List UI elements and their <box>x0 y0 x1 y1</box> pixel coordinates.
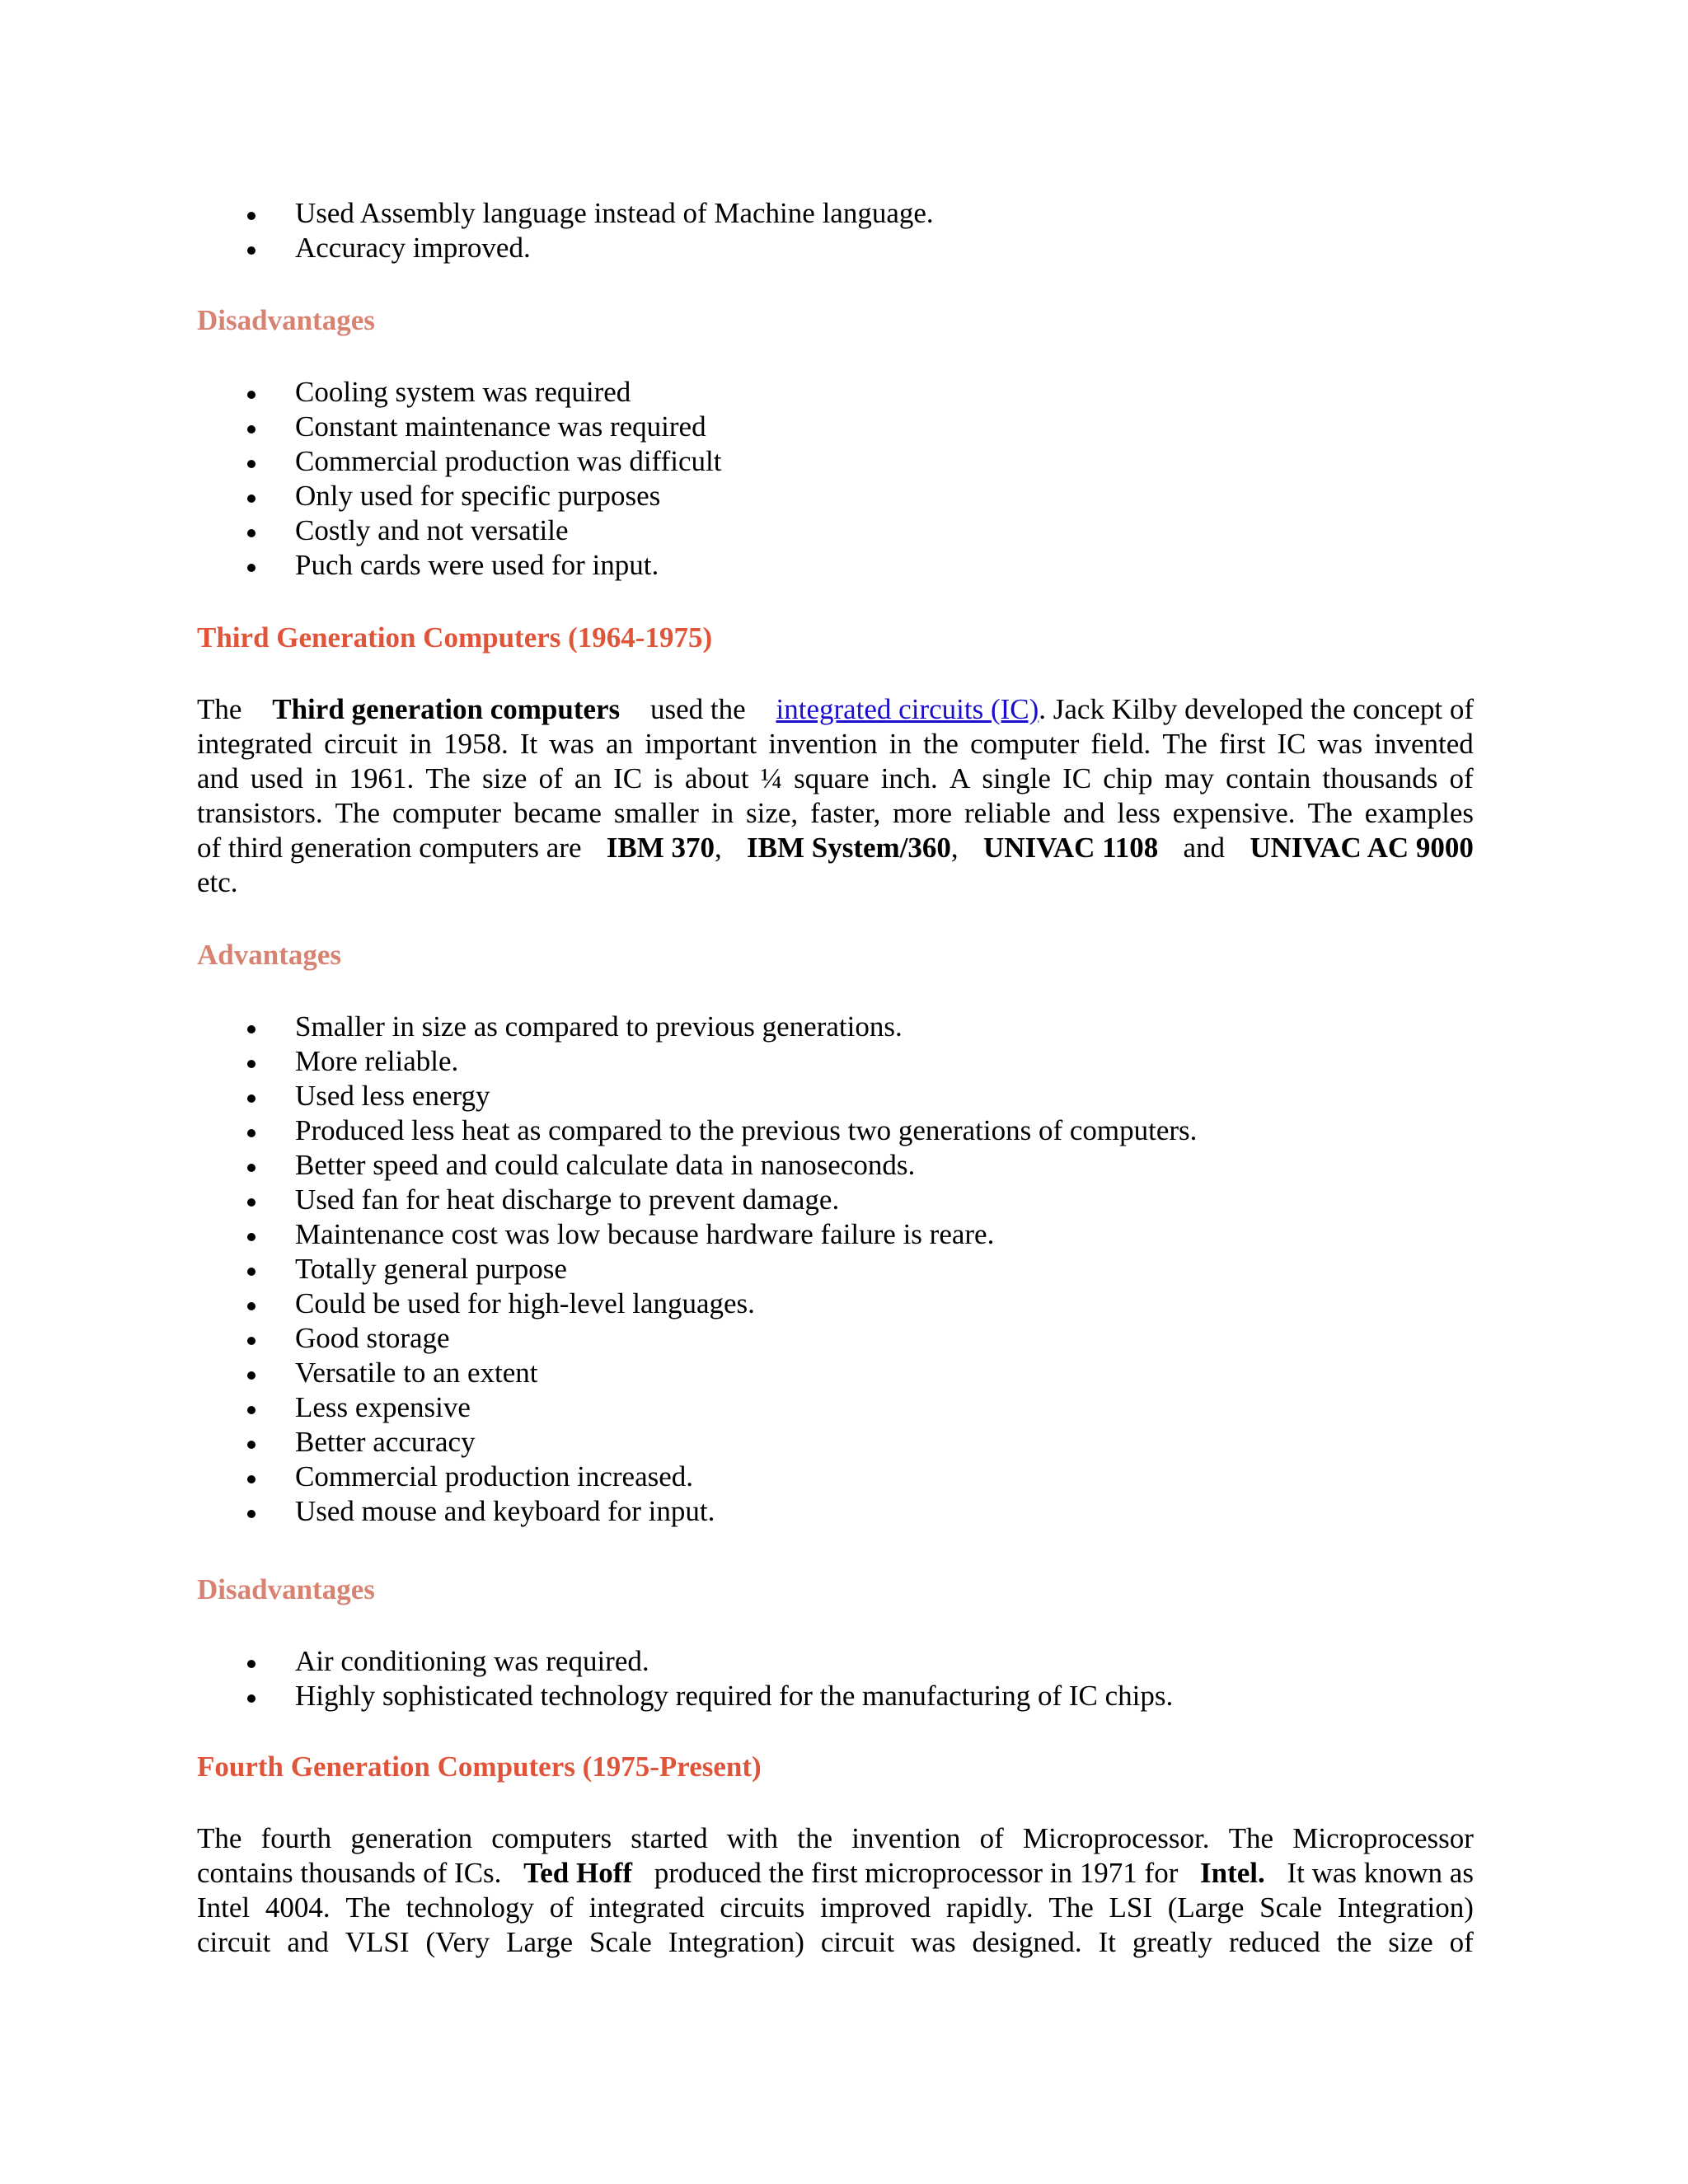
bullet-icon <box>247 1337 256 1345</box>
list-item: Versatile to an extent <box>197 1356 1474 1390</box>
bullet-icon <box>247 1164 256 1172</box>
list-item: Accuracy improved. <box>197 231 1474 265</box>
paragraph-line: etc. <box>197 866 238 898</box>
bullet-icon <box>247 425 256 434</box>
bullet-icon <box>247 1233 256 1241</box>
paragraph-line: transistors. The computer became smaller in size, faster, more reliable and less expensive. The examples <box>197 797 1474 829</box>
bullet-icon <box>247 1060 256 1068</box>
list-item: More reliable. <box>197 1044 1474 1079</box>
paragraph-line: circuit and VLSI (Very Large Scale Integration) circuit was designed. It greatly reduced the size of <box>197 1926 1474 1958</box>
third-gen-paragraph <box>197 692 1474 900</box>
list-item: Air conditioning was required. <box>197 1644 1474 1679</box>
fourth-gen-heading: Fourth Generation Computers (1975-Present) <box>197 1750 762 1783</box>
paragraph-line: The Third generation computers used the integrated circuits (IC) . Jack Kilby developed the concept of <box>197 693 1474 725</box>
list-item: Better speed and could calculate data in nanoseconds. <box>197 1148 1474 1183</box>
second-gen-disadvantages-list <box>197 375 1474 583</box>
list-item: Totally general purpose <box>197 1252 1474 1286</box>
list-item: Produced less heat as compared to the previous two generations of computers. <box>197 1113 1474 1148</box>
bullet-icon <box>247 1302 256 1310</box>
list-item: Good storage <box>197 1321 1474 1356</box>
list-item: Commercial production increased. <box>197 1460 1474 1494</box>
third-gen-advantages-list <box>197 1010 1474 1529</box>
third-gen-advantages-heading: Advantages <box>197 939 342 971</box>
third-gen-disadvantages-list <box>197 1644 1474 1713</box>
paragraph-line: and used in 1961. The size of an IC is about ¼ square inch. A single IC chip may contain thousands of <box>197 762 1474 794</box>
bullet-icon <box>247 1198 256 1207</box>
list-item: Better accuracy <box>197 1425 1474 1460</box>
paragraph-line: The fourth generation computers started with the invention of Microprocessor. The Microprocessor <box>197 1822 1474 1854</box>
bullet-icon <box>247 1660 256 1668</box>
bullet-icon <box>247 564 256 572</box>
bullet-icon <box>247 1129 256 1137</box>
bullet-icon <box>247 246 256 255</box>
list-item: Less expensive <box>197 1390 1474 1425</box>
bullet-icon <box>247 391 256 399</box>
list-item: Costly and not versatile <box>197 513 1474 548</box>
bullet-icon <box>247 1094 256 1103</box>
list-item: Cooling system was required <box>197 375 1474 410</box>
paragraph-line: of third generation computers are IBM 370 , IBM System/360 , UNIVAC 1108 and UNIVAC AC 9000 <box>197 832 1474 864</box>
bullet-icon <box>247 1268 256 1276</box>
list-item: Could be used for high-level languages. <box>197 1286 1474 1321</box>
bullet-icon <box>247 1441 256 1449</box>
list-item: Used mouse and keyboard for input. <box>197 1494 1474 1529</box>
list-item: Used Assembly language instead of Machine language. <box>197 196 1474 231</box>
bullet-icon <box>247 494 256 503</box>
third-gen-disadvantages-heading: Disadvantages <box>197 1573 375 1605</box>
fourth-gen-paragraph <box>197 1821 1474 1960</box>
bullet-icon <box>247 1025 256 1033</box>
bullet-icon <box>247 212 256 220</box>
list-item: Puch cards were used for input. <box>197 548 1474 583</box>
bullet-icon <box>247 529 256 537</box>
second-gen-disadvantages-heading: Disadvantages <box>197 304 375 336</box>
second-gen-advantages-continued <box>197 196 1474 265</box>
list-item: Constant maintenance was required <box>197 410 1474 444</box>
paragraph-line: integrated circuit in 1958. It was an important invention in the computer field. The first IC was invented <box>197 728 1474 760</box>
paragraph-line: contains thousands of ICs. Ted Hoff produced the first microprocessor in 1971 for Intel. It was known as <box>197 1857 1474 1889</box>
paragraph-line: Intel 4004. The technology of integrated circuits improved rapidly. The LSI (Large Scale Integration) <box>197 1891 1474 1924</box>
list-item: Maintenance cost was low because hardware failure is reare. <box>197 1217 1474 1252</box>
list-item: Highly sophisticated technology required for the manufacturing of IC chips. <box>197 1679 1474 1713</box>
bullet-icon <box>247 1371 256 1380</box>
integrated-circuits-link[interactable]: integrated circuits (IC) <box>776 693 1039 725</box>
list-item: Used less energy <box>197 1079 1474 1113</box>
bullet-icon <box>247 1694 256 1703</box>
bullet-icon <box>247 460 256 468</box>
list-item: Smaller in size as compared to previous generations. <box>197 1010 1474 1044</box>
bullet-icon <box>247 1406 256 1414</box>
list-item: Only used for specific purposes <box>197 479 1474 513</box>
bullet-icon <box>247 1475 256 1483</box>
third-gen-heading: Third Generation Computers (1964-1975) <box>197 621 713 654</box>
list-item: Commercial production was difficult <box>197 444 1474 479</box>
list-item: Used fan for heat discharge to prevent damage. <box>197 1183 1474 1217</box>
bullet-icon <box>247 1510 256 1518</box>
